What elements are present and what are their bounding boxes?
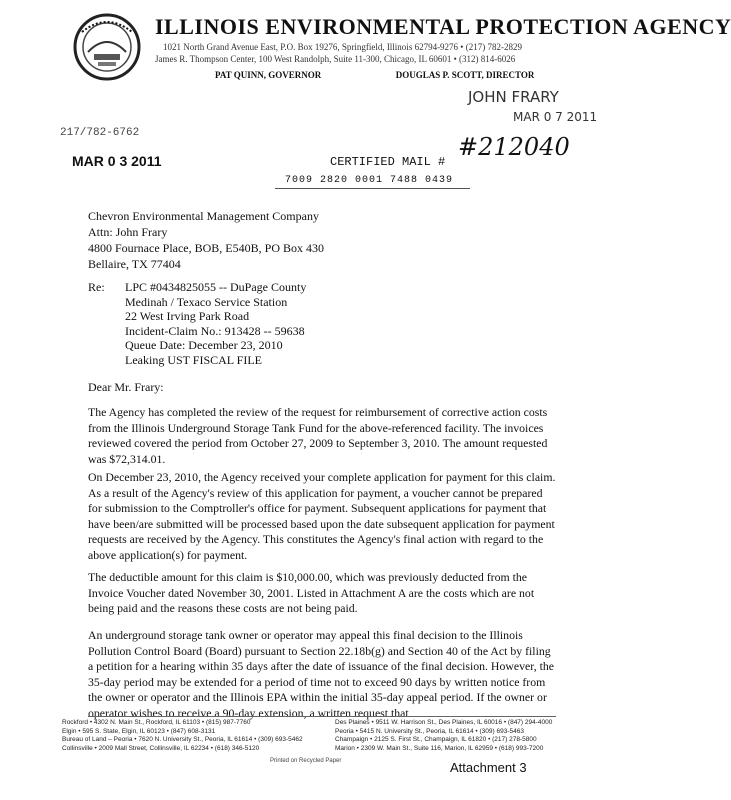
address-springfield: 1021 North Grand Avenue East, P.O. Box 19276, Springfield, Illinois 62794-9276 • (217) 782-2829 [163,42,522,52]
re-block [125,280,306,367]
re-line: Incident-Claim No.: 913428 -- 59638 [125,323,305,338]
footer-divider [88,716,556,717]
certified-mail-label: CERTIFIED MAIL # [330,155,446,169]
re-line: Medinah / Texaco Service Station [125,294,288,309]
footer-office: Bureau of Land – Peoria • 7620 N. University St., Peoria, IL 61614 • (309) 693-5462 [62,736,303,743]
footer-office: Marion • 2309 W. Main St., Suite 116, Marion, IL 62959 • (618) 993-7200 [335,744,544,752]
body-paragraph: The deductible amount for this claim is $10,000.00, which was previously deducted from the Invoice Voucher dated November 30, 2001. Listed in Attachment A are the costs which are not being paid and the reasons these costs are not being paid. [88,570,535,615]
tracking-divider [275,188,470,189]
recipient-line: Bellaire, TX 77404 [88,257,181,271]
received-stamp-date: MAR 0 7 2011 [513,110,598,124]
body-paragraph: On December 23, 2010, the Agency received your complete application for payment for this claim. As a result of the Agency's review of this application for payment, a voucher cannot be prepared for submission to the Comptroller's office for payment. Subsequent applications for payment that have been/are submitted will be processed based upon the date subsequent application for payment requests are received by the Agency. This constitutes the Agency's final action with regard to the above application(s) for payment. [88,470,556,562]
recipient-address [88,208,324,272]
re-line: LPC #0434825055 -- DuPage County [125,280,307,294]
recipient-line: Chevron Environmental Management Company [88,209,319,223]
re-line: Leaking UST FISCAL FILE [125,352,262,367]
footer-offices-left [62,719,303,753]
re-label: Re: [88,280,105,294]
received-stamp-name: JOHN FRARY [468,88,559,106]
footer-offices-right [335,719,552,753]
date-stamp: MAR 0 3 2011 [72,153,162,169]
footer-office: Peoria • 5415 N. University St., Peoria, IL 61614 • (309) 693-5463 [335,727,524,735]
handwritten-number: #212040 [458,133,570,161]
salutation: Dear Mr. Frary: [88,380,164,394]
director-name: DOUGLAS P. SCOTT, DIRECTOR [395,70,535,80]
tracking-number: 7009 2820 0001 7488 0439 [285,175,454,186]
re-line: 22 West Irving Park Road [125,309,250,323]
recycled-paper-note: Printed on Recycled Paper [270,758,342,764]
footer-office: Champaign • 2125 S. First St., Champaign, IL 61820 • (217) 278-5800 [335,736,537,743]
governor-name: PAT QUINN, GOVERNOR [215,70,322,80]
address-chicago: James R. Thompson Center, 100 West Randolph, Suite 11-300, Chicago, IL 60601 • (312) 814-6026 [155,54,516,64]
phone-number: 217/782-6762 [60,127,140,139]
footer-office: Des Plaines • 9511 W. Harrison St., Des Plaines, IL 60016 • (847) 294-4000 [335,719,553,726]
officials-line [215,70,534,80]
recipient-line: Attn: John Frary [88,225,168,239]
state-seal-logo [72,12,142,82]
footer-office: Elgin • 595 S. State, Elgin, IL 60123 • (847) 608-3131 [62,727,216,735]
recipient-line: 4800 Fournace Place, BOB, E540B, PO Box 430 [88,241,324,255]
re-line: Queue Date: December 23, 2010 [125,338,283,352]
body-paragraph: An underground storage tank owner or operator may appeal this final decision to the Illinois Pollution Control Board (Board) pursuant to Section 22.18b(g) and Section 40 of the Act by filing a petition for a hearing within 35 days after the date of issuance of the final decision. However, the 35-day period may be extended for a period of time not to exceed 90 days by written notice from the owner or operator and the Illinois EPA within the initial 35-day appeal period. If the owner or operator wishes to receive a 90-day extension, a written request that [88,628,554,720]
attachment-label: Attachment 3 [450,760,527,775]
agency-name: ILLINOIS ENVIRONMENTAL PROTECTION AGENCY [155,14,731,39]
body-paragraph: The Agency has completed the review of the request for reimbursement of corrective action costs from the Illinois Underground Storage Tank Fund for the above-referenced facility. The invoices reviewed covered the period from October 27, 2009 to September 3, 2010. The amount requested was $72,314.01. [88,405,548,466]
footer-office: Rockford • 4302 N. Main St., Rockford, IL 61103 • (815) 987-7760 [62,719,251,726]
footer-office: Collinsville • 2009 Mall Street, Collinsville, IL 62234 • (618) 346-5120 [62,744,260,752]
